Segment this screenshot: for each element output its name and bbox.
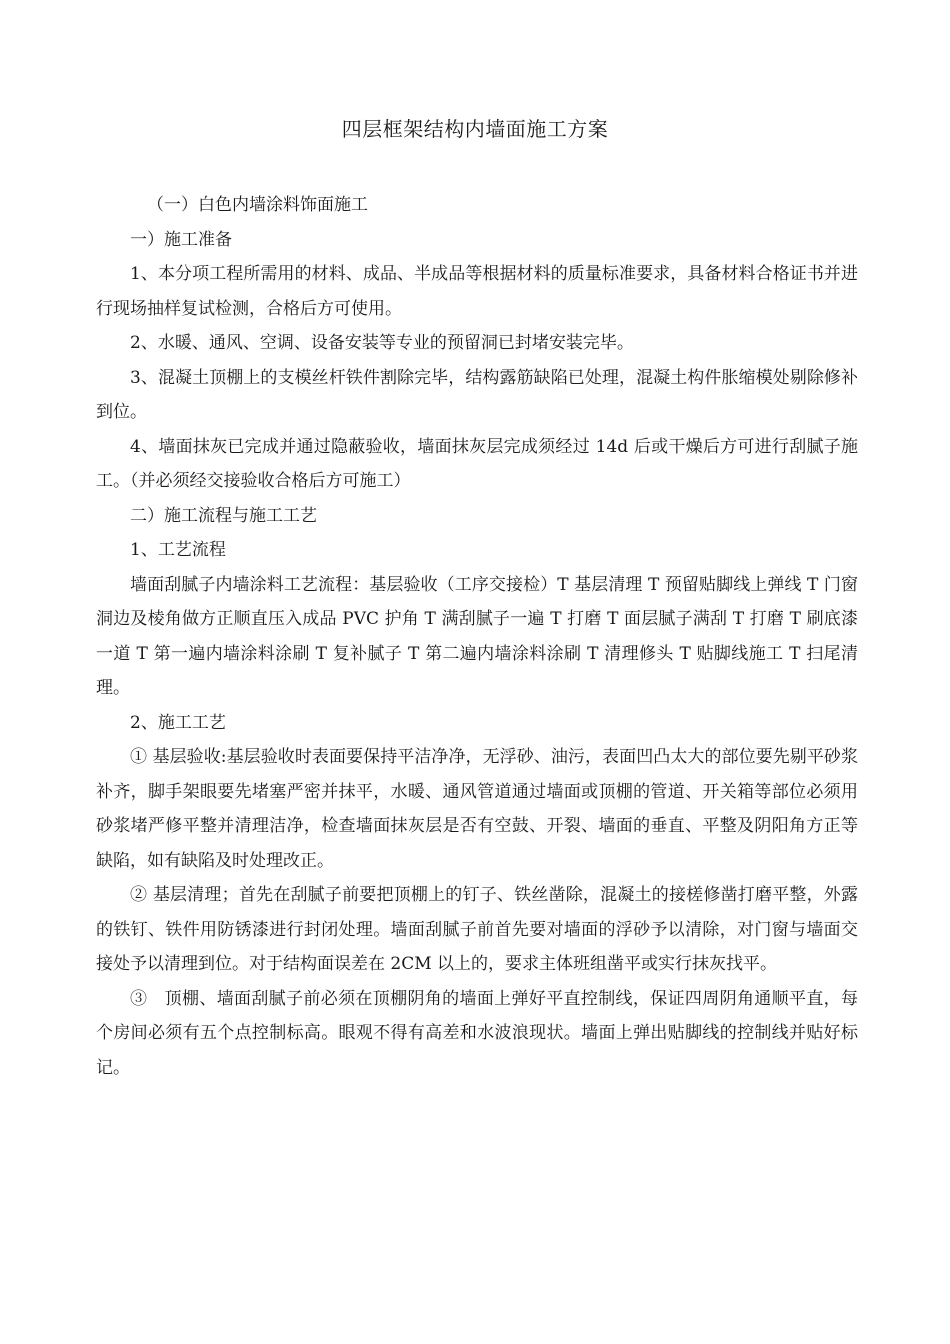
paragraph: ③ 顶棚、墙面刮腻子前必须在顶棚阴角的墙面上弹好平直控制线，保证四周阴角通顺平直，每个房间必须有五个点控制标高。眼观不得有高差和水波浪现状。墙面上弹出贴脚线的控制线并贴好标记。	[96, 988, 858, 1078]
subsection-heading: 二）施工流程与施工工艺	[130, 505, 317, 526]
document-body	[96, 188, 858, 1085]
paragraph: 墙面刮腻子内墙涂料工艺流程：基层验收（工序交接检）T 基层清理 T 预留贴脚线上弹线 T 门窗洞边及棱角做方正顺直压入成品 PVC 护角 T 满刮腻子一遍 T 打磨 T 面层腻子满刮 T 打磨 T 刷底漆一道 T 第一遍内墙涂料涂刷 T 复补腻子 T 第二遍内墙涂料涂刷 T 清理修头 T 贴脚线施工 T 扫尾清理。	[96, 574, 858, 698]
paragraph: 2、水暖、通风、空调、设备安装等专业的预留洞已封堵安装完毕。	[130, 333, 634, 353]
paragraph: ② 基层清理；首先在刮腻子前要把顶棚上的钉子、铁丝凿除，混凝土的接槎修凿打磨平整，外露的铁钉、铁件用防锈漆进行封闭处理。墙面刮腻子前首先要对墙面的浮砂予以清除，对门窗与墙面交接处予以清理到位。对于结构面误差在 2CM 以上的，要求主体班组凿平或实行抹灰找平。	[96, 885, 858, 974]
paragraph: 4、墙面抹灰已完成并通过隐蔽验收，墙面抹灰层完成须经过 14d 后或干燥后方可进行刮腻子施工。（并必须经交接验收合格后方可施工）	[96, 436, 858, 491]
paragraph: 1、本分项工程所需用的材料、成品、半成品等根据材料的质量标准要求，具备材料合格证书并进行现场抽样复试检测，合格后方可使用。	[96, 264, 858, 319]
paragraph: 3、混凝土顶棚上的支模丝杆铁件割除完毕，结构露筋缺陷已处理，混凝土构件胀缩模处剔除修补到位。	[96, 367, 858, 422]
paragraph: ① 基层验收:基层验收时表面要保持平洁净净，无浮砂、油污，表面凹凸太大的部位要先剔平砂浆补齐，脚手架眼要先堵塞严密并抹平，水暖、通风管道通过墙面或顶棚的管道、开关箱等部位必须用砂浆堵严修平整并清理洁净，检查墙面抹灰层是否有空鼓、开裂、墙面的垂直、平整及阴阳角方正等缺陷，如有缺陷及时处理改正。	[96, 747, 858, 871]
item-heading: 1、工艺流程	[130, 540, 226, 560]
item-heading: 2、施工工艺	[130, 712, 226, 733]
section-heading: （一）白色内墙涂料饰面施工	[147, 195, 368, 215]
subsection-heading: 一）施工准备	[130, 229, 232, 250]
document-title: 四层框架结构内墙面施工方案	[341, 117, 609, 141]
